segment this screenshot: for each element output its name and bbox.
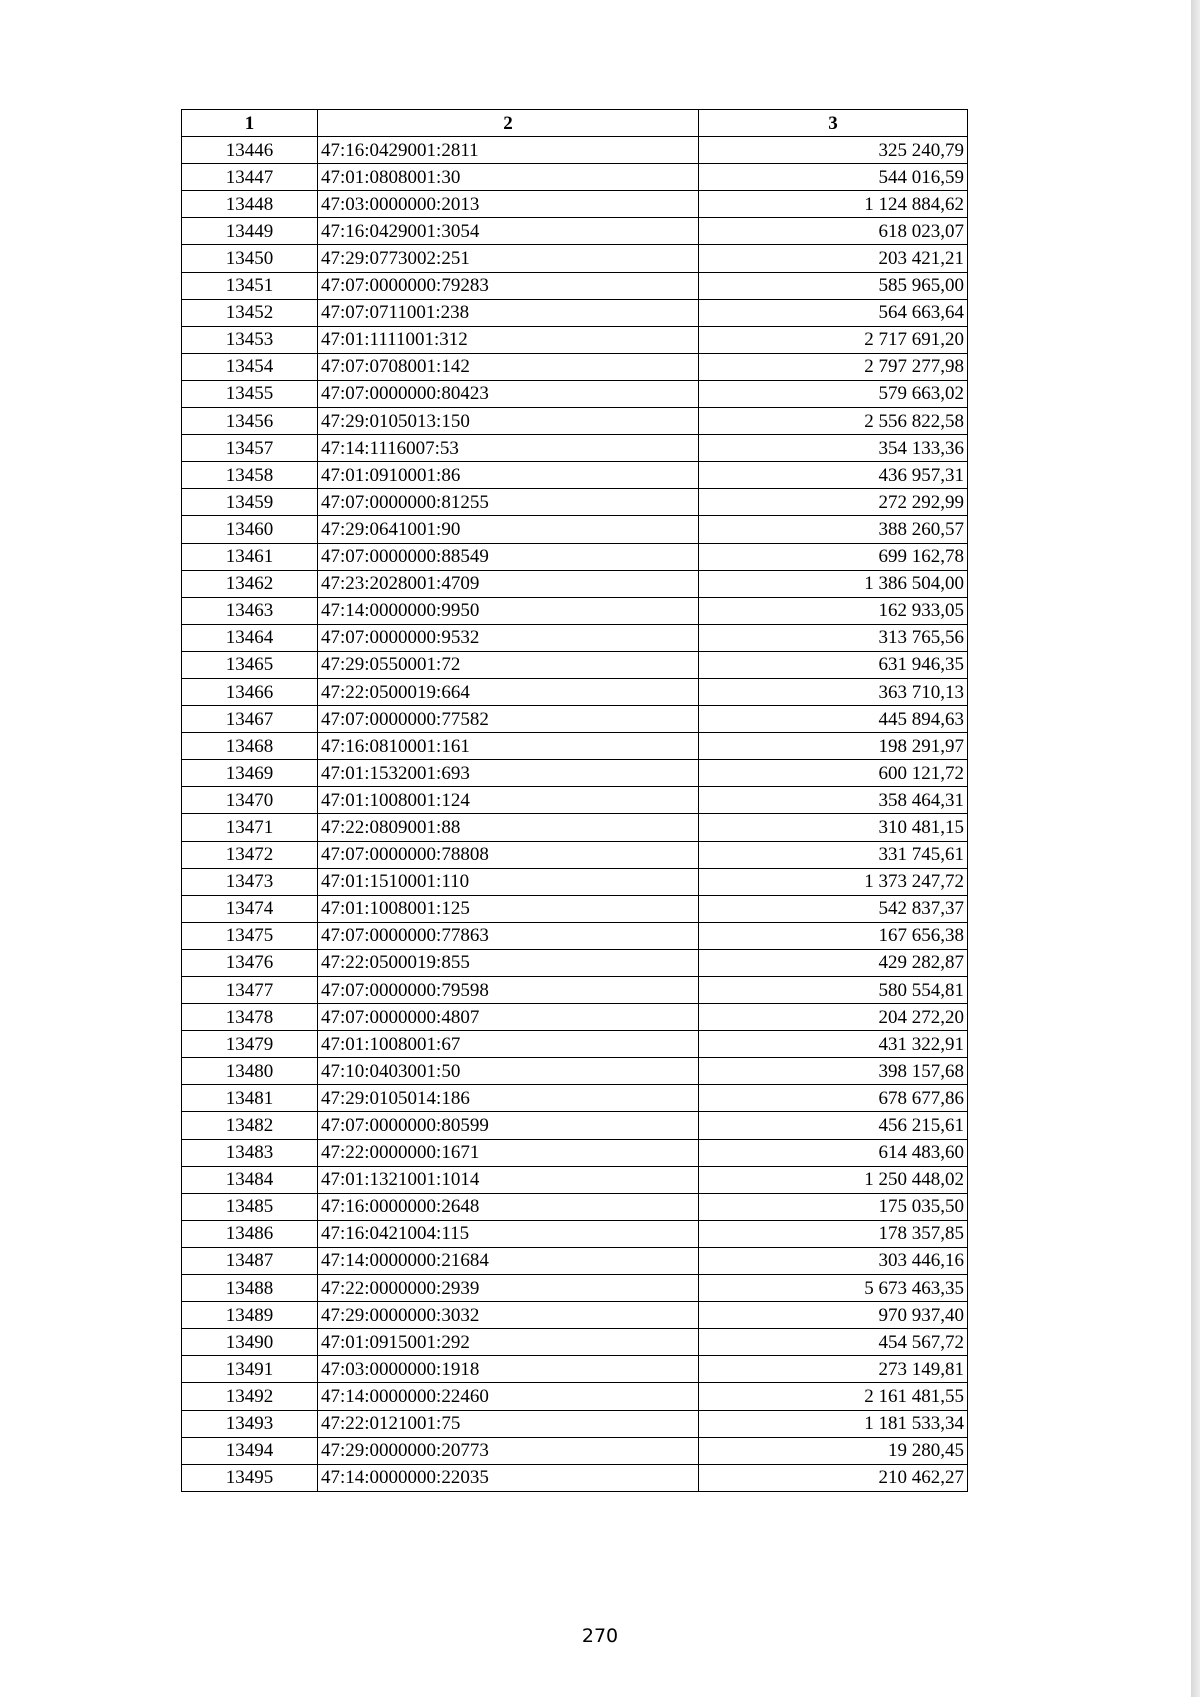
row-number-cell: 13477 [182, 977, 318, 1004]
cadastral-number-cell: 47:01:1111001:312 [318, 326, 699, 353]
table-row [182, 760, 968, 787]
table-row [182, 1247, 968, 1274]
cadastral-number-cell: 47:22:0500019:664 [318, 678, 699, 705]
table-row [182, 1383, 968, 1410]
table-row [182, 516, 968, 543]
row-number-cell: 13469 [182, 760, 318, 787]
row-number-cell: 13485 [182, 1193, 318, 1220]
table-row [182, 489, 968, 516]
cadastral-number-cell: 47:29:0000000:3032 [318, 1302, 699, 1329]
cadastral-number-cell: 47:14:0000000:22460 [318, 1383, 699, 1410]
row-number-cell: 13490 [182, 1329, 318, 1356]
cadastral-number-cell: 47:29:0773002:251 [318, 245, 699, 272]
value-cell: 2 556 822,58 [699, 408, 968, 435]
row-number-cell: 13472 [182, 841, 318, 868]
value-cell: 204 272,20 [699, 1004, 968, 1031]
table-row [182, 868, 968, 895]
row-number-cell: 13447 [182, 164, 318, 191]
row-number-cell: 13451 [182, 272, 318, 299]
table-row [182, 1085, 968, 1112]
table-row [182, 678, 968, 705]
table-row [182, 1220, 968, 1247]
row-number-cell: 13446 [182, 137, 318, 164]
row-number-cell: 13468 [182, 733, 318, 760]
row-number-cell: 13464 [182, 624, 318, 651]
column-header-3: 3 [699, 110, 968, 137]
row-number-cell: 13450 [182, 245, 318, 272]
cadastral-number-cell: 47:03:0000000:1918 [318, 1356, 699, 1383]
table-row [182, 1464, 968, 1491]
value-cell: 272 292,99 [699, 489, 968, 516]
row-number-cell: 13481 [182, 1085, 318, 1112]
row-number-cell: 13475 [182, 922, 318, 949]
table-row [182, 408, 968, 435]
row-number-cell: 13482 [182, 1112, 318, 1139]
value-cell: 331 745,61 [699, 841, 968, 868]
cadastral-number-cell: 47:03:0000000:2013 [318, 191, 699, 218]
cadastral-number-cell: 47:07:0708001:142 [318, 353, 699, 380]
row-number-cell: 13488 [182, 1275, 318, 1302]
row-number-cell: 13448 [182, 191, 318, 218]
value-cell: 198 291,97 [699, 733, 968, 760]
cadastral-number-cell: 47:07:0000000:80599 [318, 1112, 699, 1139]
value-cell: 354 133,36 [699, 435, 968, 462]
cadastral-number-cell: 47:22:0000000:1671 [318, 1139, 699, 1166]
value-cell: 564 663,64 [699, 299, 968, 326]
cadastral-number-cell: 47:01:1008001:67 [318, 1031, 699, 1058]
cadastral-number-cell: 47:01:1532001:693 [318, 760, 699, 787]
value-cell: 1 386 504,00 [699, 570, 968, 597]
table-row [182, 706, 968, 733]
table-row [182, 977, 968, 1004]
cadastral-number-cell: 47:07:0000000:79598 [318, 977, 699, 1004]
table-row [182, 137, 968, 164]
value-cell: 325 240,79 [699, 137, 968, 164]
table-row [182, 1139, 968, 1166]
value-cell: 167 656,38 [699, 922, 968, 949]
value-cell: 585 965,00 [699, 272, 968, 299]
cadastral-number-cell: 47:07:0000000:4807 [318, 1004, 699, 1031]
value-cell: 2 161 481,55 [699, 1383, 968, 1410]
value-cell: 600 121,72 [699, 760, 968, 787]
cadastral-number-cell: 47:16:0000000:2648 [318, 1193, 699, 1220]
cadastral-number-cell: 47:16:0429001:2811 [318, 137, 699, 164]
table-header-row [182, 110, 968, 137]
cadastral-number-cell: 47:01:0915001:292 [318, 1329, 699, 1356]
row-number-cell: 13455 [182, 380, 318, 407]
row-number-cell: 13466 [182, 678, 318, 705]
row-number-cell: 13487 [182, 1247, 318, 1274]
cadastral-number-cell: 47:07:0000000:77863 [318, 922, 699, 949]
row-number-cell: 13471 [182, 814, 318, 841]
cadastral-number-cell: 47:01:1510001:110 [318, 868, 699, 895]
row-number-cell: 13449 [182, 218, 318, 245]
value-cell: 970 937,40 [699, 1302, 968, 1329]
cadastral-number-cell: 47:29:0105013:150 [318, 408, 699, 435]
value-cell: 631 946,35 [699, 651, 968, 678]
row-number-cell: 13489 [182, 1302, 318, 1329]
cadastral-value-table [181, 109, 968, 1492]
table-row [182, 218, 968, 245]
row-number-cell: 13465 [182, 651, 318, 678]
cadastral-number-cell: 47:01:0910001:86 [318, 462, 699, 489]
value-cell: 579 663,02 [699, 380, 968, 407]
row-number-cell: 13473 [182, 868, 318, 895]
value-cell: 1 181 533,34 [699, 1410, 968, 1437]
cadastral-number-cell: 47:07:0000000:81255 [318, 489, 699, 516]
value-cell: 175 035,50 [699, 1193, 968, 1220]
table-row [182, 435, 968, 462]
column-header-1: 1 [182, 110, 318, 137]
row-number-cell: 13492 [182, 1383, 318, 1410]
value-cell: 310 481,15 [699, 814, 968, 841]
table-row [182, 814, 968, 841]
table-row [182, 191, 968, 218]
row-number-cell: 13478 [182, 1004, 318, 1031]
cadastral-number-cell: 47:16:0421004:115 [318, 1220, 699, 1247]
value-cell: 454 567,72 [699, 1329, 968, 1356]
table-row [182, 597, 968, 624]
table-row [182, 1058, 968, 1085]
row-number-cell: 13461 [182, 543, 318, 570]
row-number-cell: 13493 [182, 1410, 318, 1437]
value-cell: 2 797 277,98 [699, 353, 968, 380]
cadastral-number-cell: 47:07:0000000:9532 [318, 624, 699, 651]
value-cell: 363 710,13 [699, 678, 968, 705]
value-cell: 542 837,37 [699, 895, 968, 922]
cadastral-number-cell: 47:14:0000000:22035 [318, 1464, 699, 1491]
value-cell: 614 483,60 [699, 1139, 968, 1166]
table-row [182, 570, 968, 597]
table-row [182, 380, 968, 407]
value-cell: 618 023,07 [699, 218, 968, 245]
value-cell: 1 250 448,02 [699, 1166, 968, 1193]
cadastral-number-cell: 47:07:0711001:238 [318, 299, 699, 326]
table-row [182, 1193, 968, 1220]
table-row [182, 462, 968, 489]
table-row [182, 841, 968, 868]
table-row [182, 299, 968, 326]
row-number-cell: 13463 [182, 597, 318, 624]
value-cell: 303 446,16 [699, 1247, 968, 1274]
value-cell: 1 124 884,62 [699, 191, 968, 218]
row-number-cell: 13458 [182, 462, 318, 489]
table-row [182, 895, 968, 922]
cadastral-number-cell: 47:01:1321001:1014 [318, 1166, 699, 1193]
value-cell: 431 322,91 [699, 1031, 968, 1058]
value-cell: 678 677,86 [699, 1085, 968, 1112]
table-row [182, 1275, 968, 1302]
value-cell: 580 554,81 [699, 977, 968, 1004]
cadastral-number-cell: 47:07:0000000:88549 [318, 543, 699, 570]
table-row [182, 1410, 968, 1437]
cadastral-number-cell: 47:01:1008001:125 [318, 895, 699, 922]
row-number-cell: 13480 [182, 1058, 318, 1085]
cadastral-number-cell: 47:22:0809001:88 [318, 814, 699, 841]
cadastral-number-cell: 47:22:0500019:855 [318, 949, 699, 976]
cadastral-number-cell: 47:10:0403001:50 [318, 1058, 699, 1085]
cadastral-number-cell: 47:07:0000000:80423 [318, 380, 699, 407]
row-number-cell: 13486 [182, 1220, 318, 1247]
value-cell: 436 957,31 [699, 462, 968, 489]
table-row [182, 543, 968, 570]
value-cell: 544 016,59 [699, 164, 968, 191]
cadastral-number-cell: 47:29:0550001:72 [318, 651, 699, 678]
value-cell: 358 464,31 [699, 787, 968, 814]
table-row [182, 922, 968, 949]
row-number-cell: 13479 [182, 1031, 318, 1058]
table-row [182, 1329, 968, 1356]
table-row [182, 164, 968, 191]
row-number-cell: 13453 [182, 326, 318, 353]
cadastral-number-cell: 47:14:0000000:9950 [318, 597, 699, 624]
value-cell: 178 357,85 [699, 1220, 968, 1247]
value-cell: 203 421,21 [699, 245, 968, 272]
row-number-cell: 13467 [182, 706, 318, 733]
table-row [182, 1356, 968, 1383]
row-number-cell: 13484 [182, 1166, 318, 1193]
cadastral-number-cell: 47:07:0000000:79283 [318, 272, 699, 299]
table-row [182, 787, 968, 814]
row-number-cell: 13456 [182, 408, 318, 435]
table-row [182, 651, 968, 678]
cadastral-number-cell: 47:29:0000000:20773 [318, 1437, 699, 1464]
value-cell: 398 157,68 [699, 1058, 968, 1085]
table-row [182, 1302, 968, 1329]
value-cell: 429 282,87 [699, 949, 968, 976]
table-row [182, 245, 968, 272]
table-body [182, 137, 968, 1492]
cadastral-number-cell: 47:16:0810001:161 [318, 733, 699, 760]
table-row [182, 1004, 968, 1031]
row-number-cell: 13476 [182, 949, 318, 976]
table-row [182, 1112, 968, 1139]
table-row [182, 326, 968, 353]
row-number-cell: 13494 [182, 1437, 318, 1464]
cadastral-number-cell: 47:22:0000000:2939 [318, 1275, 699, 1302]
table-row [182, 353, 968, 380]
value-cell: 388 260,57 [699, 516, 968, 543]
value-cell: 456 215,61 [699, 1112, 968, 1139]
cadastral-number-cell: 47:29:0641001:90 [318, 516, 699, 543]
table-row [182, 624, 968, 651]
value-cell: 1 373 247,72 [699, 868, 968, 895]
row-number-cell: 13462 [182, 570, 318, 597]
table-row [182, 1166, 968, 1193]
cadastral-number-cell: 47:29:0105014:186 [318, 1085, 699, 1112]
cadastral-number-cell: 47:16:0429001:3054 [318, 218, 699, 245]
cadastral-number-cell: 47:01:1008001:124 [318, 787, 699, 814]
table-row [182, 949, 968, 976]
cadastral-number-cell: 47:14:1116007:53 [318, 435, 699, 462]
row-number-cell: 13491 [182, 1356, 318, 1383]
page-edge [1191, 0, 1200, 1697]
value-cell: 19 280,45 [699, 1437, 968, 1464]
row-number-cell: 13459 [182, 489, 318, 516]
row-number-cell: 13452 [182, 299, 318, 326]
value-cell: 273 149,81 [699, 1356, 968, 1383]
row-number-cell: 13483 [182, 1139, 318, 1166]
cadastral-number-cell: 47:07:0000000:77582 [318, 706, 699, 733]
value-cell: 313 765,56 [699, 624, 968, 651]
cadastral-number-cell: 47:14:0000000:21684 [318, 1247, 699, 1274]
column-header-2: 2 [318, 110, 699, 137]
cadastral-number-cell: 47:01:0808001:30 [318, 164, 699, 191]
cadastral-number-cell: 47:22:0121001:75 [318, 1410, 699, 1437]
value-cell: 699 162,78 [699, 543, 968, 570]
table-row [182, 1031, 968, 1058]
table-row [182, 733, 968, 760]
value-cell: 5 673 463,35 [699, 1275, 968, 1302]
row-number-cell: 13460 [182, 516, 318, 543]
row-number-cell: 13474 [182, 895, 318, 922]
cadastral-number-cell: 47:07:0000000:78808 [318, 841, 699, 868]
row-number-cell: 13470 [182, 787, 318, 814]
row-number-cell: 13495 [182, 1464, 318, 1491]
value-cell: 210 462,27 [699, 1464, 968, 1491]
table-row [182, 1437, 968, 1464]
page-number: 270 [581, 1625, 619, 1647]
row-number-cell: 13454 [182, 353, 318, 380]
value-cell: 445 894,63 [699, 706, 968, 733]
table-row [182, 272, 968, 299]
cadastral-number-cell: 47:23:2028001:4709 [318, 570, 699, 597]
value-cell: 162 933,05 [699, 597, 968, 624]
value-cell: 2 717 691,20 [699, 326, 968, 353]
row-number-cell: 13457 [182, 435, 318, 462]
